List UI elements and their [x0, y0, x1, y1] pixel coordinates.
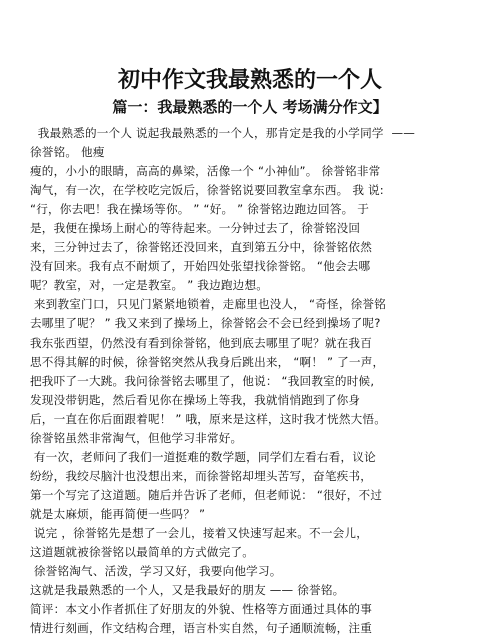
essay-line: 说完 ，徐誉铭先是想了一会儿，接着又快速写起来。不一会儿，: [30, 525, 368, 540]
essay-line: 没有回来。我有点不耐烦了，开始四处张望找徐誉铭。 “他会去哪: [30, 259, 371, 274]
essay-line: 淘气，有一次，在学校吃完饭后，徐誉铭说要回教室拿东西。 我 说:: [30, 183, 384, 198]
essay-line: 有一次，老师问了我们一道挺难的数学题，同学们左看右看，议论: [30, 449, 376, 464]
essay-line: 徐誉铭淘气、活泼，学习又好，我要向他学习。: [30, 564, 282, 579]
essay-line: 这道题就被徐誉铭以最简单的方式做完了。: [30, 545, 255, 560]
essay-line: 发现没带钥匙，然后看见你在操场上等我，我就悄悄跑到了你身: [30, 392, 361, 407]
document-title: 初中作文我最熟悉的一个人: [117, 67, 382, 93]
essay-line: 后，一直在你后面跟着呢！ ” 哦，原来是这样，这时我才恍然大悟。: [30, 411, 386, 426]
essay-line: 去哪里了呢？ ” 我又来到了操场上，徐誉铭会不会已经到操场了呢?: [30, 316, 381, 331]
essay-line: “行，你去吧！我在操场等你。 ” “好。 ” 徐誉铭边跑边回答。 于: [30, 202, 370, 217]
essay-line: 呢？教室，对，一定是教室。 ” 我边跑边想。: [30, 278, 269, 293]
essay-line: 这就是我最熟悉的一个人，又是我最好的朋友 —— 徐誉铭。: [30, 583, 345, 598]
essay-line: 纷纷，我绞尽脑汁也没想出来，而徐誉铭却埋头苦写，奋笔疾书，: [30, 468, 373, 483]
essay-line: 徐誉铭。 他瘦: [30, 145, 105, 160]
document-subtitle: 篇一：我最熟悉的一个人 考场满分作文】: [112, 98, 388, 116]
essay-line: 思不得其解的时候，徐誉铭突然从我身后跳出来， “啊！ ” 了一声，: [30, 354, 385, 369]
essay-line: 来，三分钟过去了，徐誉铭还没回来，直到第五分中，徐誉铭依然: [30, 240, 373, 255]
essay-line: 是，我便在操场上耐心的等待起来。一分钟过去了，徐誉铭没回: [30, 221, 361, 236]
essay-line: 情进行刻画，作文结构合理，语言朴实自然，句子通顺流畅，注重: [30, 621, 373, 636]
essay-line: 简评：本文小作者抓住了好朋友的外貌、性格等方面通过具体的事: [30, 602, 373, 617]
essay-line: 第一个写完了这道题。随后并告诉了老师，但老师说： “很好，不过: [30, 487, 383, 502]
essay-line: 就是太麻烦，能再简便一些吗？ ”: [30, 506, 206, 521]
essay-body: [30, 124, 492, 638]
essay-line: 徐誉铭虽然非常淘气，但他学习非常好。: [30, 430, 243, 445]
essay-line: 把我吓了一大跳。我问徐誉铭去哪里了，他说： “我回教室的时候,: [30, 373, 375, 388]
essay-line: 瘦的，小小的眼睛，高高的鼻梁，活像一个 “小神仙”。 徐誉铭非常: [30, 164, 381, 179]
essay-line: 我东张西望，仍然没有看到徐誉铭，他到底去哪里了呢？就在我百: [30, 335, 373, 350]
essay-line: 来到教室门口，只见门紧紧地锁着，走廊里也没人， “奇怪，徐誉铭: [30, 297, 386, 312]
essay-line: 我最熟悉的一个人 说起我最熟悉的一个人，那肯定是我的小学同学 ——: [30, 126, 416, 140]
